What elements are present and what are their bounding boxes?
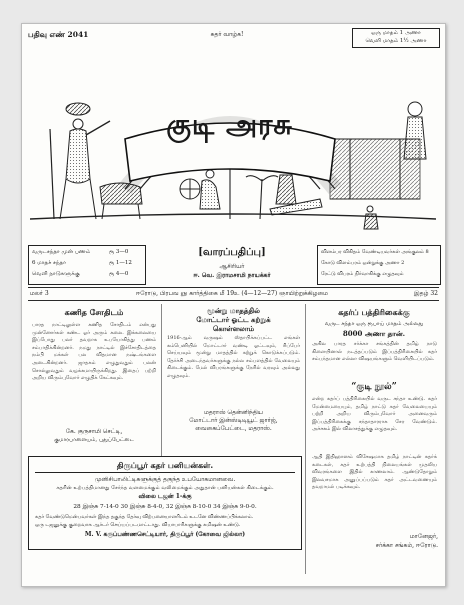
col3-price: 8000 அணா தான். [342, 329, 406, 338]
edition-label: [வாரப்பதிப்பு] [198, 247, 266, 258]
sub-label-1: வருடசந்தா முன் பணம் [32, 249, 91, 255]
ad-price-list: 28 இஞ்சு 7-14-0 30 இஞ்சு 8-4-0, 32 இஞ்சு 8-10-0 34 இஞ்சு 9-0-0. [73, 504, 257, 510]
ad-rate-3: ரேட்டு விபரம் நிர்வாகிக்கு எழுதவும் [321, 271, 404, 277]
column-divider-2 [305, 304, 306, 574]
col2-sign-1: மதராஸ் தென்னிந்திய [204, 409, 263, 416]
ad-rate-2: கோடு விளம்பரம் ஒன்றுக்கு அணா 2 [321, 260, 405, 266]
col3-heading: கதர்ப் பத்திரிகைக்கு [338, 307, 410, 317]
dateline-date: ஈரோடு, பிரபவ ஞு கார்த்திகை மீ 19உ (4—12—27) ஞாயிற்றுக்கிழமை [136, 290, 328, 297]
col3-sign-1: மானேஜர், [409, 533, 438, 540]
ad-line-4: ஒரு டஜனுக்கு குறைவாக ஆர்டர் செய்யப்படமாட்டாது. வியாபாரிகளுக்கு கமிஷன் உண்டு. [35, 522, 241, 528]
newspaper-page [21, 23, 446, 587]
price-line-1: ஒரு மாதம் 1 அணா [371, 30, 421, 36]
ad-line-3: கதர் வேண்டுமென்பவர்கள் இந்த தகுந்த தேர்வு விற்பனையாளரிடம் உடனே விண்ணப்பிக்கலாம். [35, 514, 254, 520]
col2-body: 1916-ஆம் வருஷம் ஸ்தாபிக்கப்பட்ட எங்கள் கம்பெனியில் மோட்டார் வண்டி ஓட்டவும், ரிப்பேர் செய்யவும் மூன்று மாதத்தில் கற்றுக் கொடுக்கப்படும். தேர்ச்சி அடைந்தவர்களுக்கு நல்ல சம்பளத்தில் வேலையும் கிடைக்கும். மேல் விபரங்களுக்கு நேரில் வரவும் அல்லது எழுதவும். [167, 335, 300, 379]
ad-price-heading: விலை டஜன் 1-க்கு [138, 493, 192, 500]
khadi-banian-advertisement [28, 456, 302, 550]
ad-title: திருப்பூர் கதர் பனியன்கள். [116, 460, 214, 470]
header-slogan: கதர் வாழ்க! [210, 31, 244, 38]
editor-name: ஈ. வெ. இராமசாமி நாயக்கர் [193, 272, 271, 279]
col1-body: பாரத நாட்டிலுள்ள கணித சோதிடம் என்பது முன்னோர்கள் கண்ட ஓர் அரும் கலை. இக்கலையை இப்போது பலர் தவறாக உபயோகித்து பணம் சம்பாதிக்கின்றனர். நமது நாட்டில் இச்சோதிடத்தை நம்பி மக்கள் பல விதமான நஷ்டங்களை அடைகின்றனர். ஜாதகம் எழுதுவதும் பலன் சொல்லுவதும் வழக்கமாயிருக்கிறது. இதைப் பற்றி அறிய விரும்புவோர் எழுதிக் கேட்கவும். [32, 322, 156, 382]
ad-rate-1: விளம்பர விகிதம் வேண்டியவர்கள் அங்குலம் 8 [321, 249, 429, 255]
sub-value-3: ரூ 4—0 [109, 271, 129, 277]
ad-line-1: முனிசிபாலிட்டிகளுக்குத் தகுந்த உபயோகமானவை. [94, 476, 236, 483]
dateline-rule-top [28, 287, 439, 288]
editor-role: ஆசிரியர் [219, 263, 245, 270]
issue-number: பதிவு எண் 2041 [28, 30, 89, 39]
col3-body-3: ஆதி இதிஹாஸம் விசேஷமாக தமிழ் நாட்டின் கதர்க் கடைகள், கதர் உற்பத்தி நிலையங்கள் முதலிய விவரங்களை இதில் காணலாம். ஆண்டுதோறும் இலவசமாக அனுப்பப்படும் கதர் அட்டவணையும் தவறாமல் படிக்கவும். [312, 454, 437, 491]
subscription-box-right [317, 245, 441, 285]
ad-signature: M. V. கருப்பண்ணசெட்டியார், திருப்பூர் (கோவை ஜில்லா) [84, 531, 246, 538]
col2-sign-2: மோட்டார் இன்ஸ்டிடியூட் ஜார்ஜ், [189, 417, 278, 424]
col1-sign-2: குமாரபாளையம், புதுப்பேட்டை [54, 437, 134, 443]
col3-subheading: வருட சந்தா ஒரு ரூபாய் மாதம் அல்லது [324, 321, 424, 327]
col3-body-1: அகில பாரத சர்க்கா சங்கத்தின் தமிழ் நாடு கிளையினால் நடத்தப்படும் இப்பத்திரிகையில் கதர் சம்பந்தமான எல்லா விஷயங்களும் வெளியிடப்படும். [312, 341, 437, 363]
sub-value-1: ரூ 3—0 [109, 249, 129, 255]
sub-label-3: வெளி நாடுகளுக்கு [32, 271, 80, 277]
masthead-artwork [30, 69, 436, 239]
dateline-issue: இதழ் 32 [413, 290, 438, 297]
subscription-box-left [28, 245, 146, 285]
ad-line-2: கதரின் உற்பத்திமானது சேர்ந்த வளமைக்கும் வலிமைக்கும் அதுதான் பனியன்கள் கிடைக்கும். [56, 485, 274, 491]
dateline-rule-bottom [28, 300, 439, 301]
col1-title: கணித சோதிடம் [64, 307, 124, 317]
masthead-illustration [30, 69, 436, 239]
column-divider-1 [161, 304, 162, 456]
col2-heading-3: கொள்ளலாம் [212, 324, 255, 333]
col3-quote: “குடி நூல்” [351, 382, 397, 392]
col1-sign-1: கே. குருசாமி செட்டி, [65, 428, 123, 435]
col3-sign-2: சர்க்கா சங்கம், ஈரோடு. [375, 542, 438, 549]
sub-value-2: ரூ 1—12 [109, 260, 132, 266]
price-line-2: வெளி மாதம் 1½ அணா [365, 38, 427, 44]
col2-sign-3: வைகைப்பேட்டை, மதராஸ். [195, 425, 272, 432]
ad-title-rule [35, 472, 295, 473]
col2-heading-2: மோட்டார் ஓட்ட கற்றுக் [196, 315, 271, 324]
col3-body-2: என்ற கதர்ப் பத்திரிகையில் வருட சந்தா உண்டு. கதர் மேன்மையையும், தமிழ் நாட்டு கதர் வேலையையும் பற்றி அறிய விரும்புவோர் அனைவரும் இப்பத்திரிகைக்கு சந்தாதாரராக சேர வேண்டும். அச்சகம் இல் விலாசத்துக்கு எழுதவும். [312, 396, 437, 433]
price-box [352, 28, 440, 48]
dateline-volume: மலர் 3 [30, 290, 49, 297]
col2-heading-1: மூன்று மாதத்தில் [207, 306, 260, 315]
sub-label-2: 6 மாதச் சந்தா [32, 260, 66, 266]
masthead-title: குடி அரசு [166, 108, 293, 141]
